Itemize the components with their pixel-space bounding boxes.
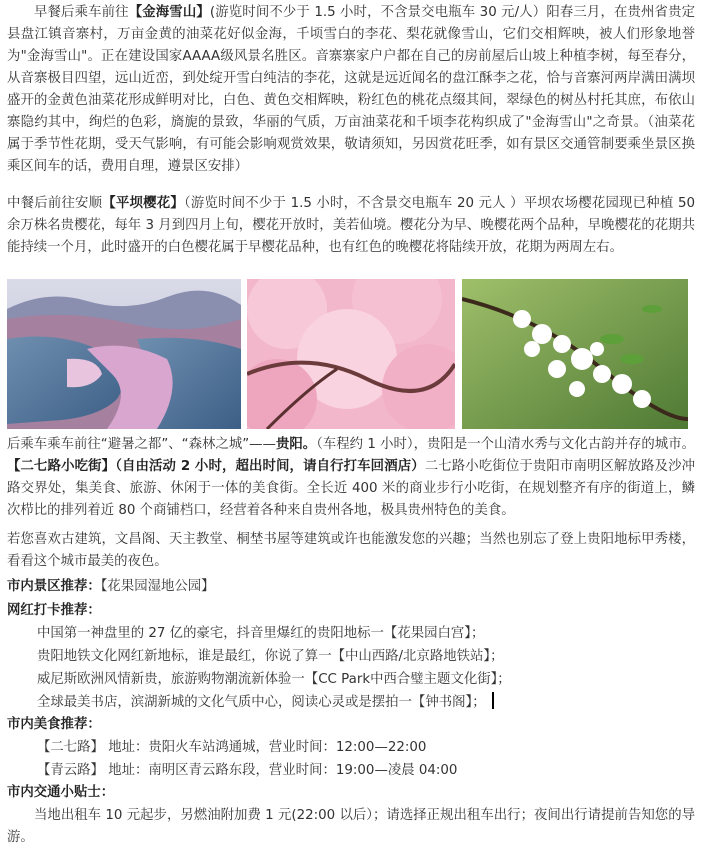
scenic-title: 【金海雪山】 bbox=[128, 5, 210, 20]
section-label: 网红打卡推荐： bbox=[7, 603, 101, 618]
hotspot-item bbox=[37, 692, 692, 714]
food-label bbox=[7, 714, 695, 736]
paragraph-text: 后乘车乘车前往“避暑之都”、“森林之城”—— bbox=[7, 437, 276, 452]
plum-blossom-photo bbox=[462, 279, 688, 429]
section-label: 市内美食推荐： bbox=[7, 717, 101, 732]
paragraph-text: （车程约 1 小时），贵阳是一个山清水秀与文化古韵并存的城市。 bbox=[316, 437, 696, 452]
scenic-recommendation bbox=[7, 576, 695, 598]
food-item: 【青云路】 地址：南明区青云路东段，营业时间：19:00—凌晨 04:00 bbox=[37, 763, 458, 778]
paragraph-text: 早餐后乘车前往 bbox=[34, 5, 129, 20]
scenic-title: 【二七路小吃街】（自由活动 2 小时，超出时间，请自行打车回酒店） bbox=[7, 459, 425, 474]
paragraph-text: 中餐后前往安顺 bbox=[7, 196, 103, 211]
hotspot-item: 中国第一神盘里的 27 亿的豪宅，抖音里爆红的贵阳地标一【花果园白宫】； bbox=[37, 626, 485, 641]
scenic-title: 【平坝樱花】 bbox=[102, 196, 184, 211]
paragraph-guiyang bbox=[7, 434, 695, 522]
paragraph-text: (游览时间不少于 1.5 小时，不含景交电瓶车 30 元/人）阳春三月，在贵州省贵定县盘江镇音寨村，万亩金黄的油菜花好似金海，千顷雪白的李花、梨花就像雪山，它们交相辉映，被人们形象地誉为"金海雪山"。正在建设国家AAAA级风景名胜区。音寨寨家户户都在自己的房前屋后山坡上种植李树，每至春分，从音寨极目四望，远山近峦，到处绽开雪白纯洁的李花，这就是远近闻名的盘江酥李之花，恰与音寨河两岸满田满坝盛开的金黄色油菜花形成鲜明对比，白色、黄色交相辉映，粉红色的桃花点缀其间，翠绿色的树丛村托其庶，布依山寨隐约其中，绚烂的色彩，旖旎的景致，华丽的气质，万亩油菜花和千顷李花构织成了"金海雪山"之奇景。（油菜花属于季节性花期，受天气影响，有可能会影响观赏效果，敬请须知，另因赏花旺季，如有景区交通管制要乘坐景区换乘区间车的话，费用自理，遵景区安排） bbox=[7, 5, 696, 174]
paragraph-text: （游览时间不少于 1.5 小时，不含景交电瓶车 20 元人 ）平坝农场樱花园现已种植 50 余万株名贵樱花，每年 3 月到四月上旬，樱花开放时，美若仙境。樱花分为早、晚樱花两个品种，早晚樱花的花期共能持续一个月，此时盛开的白色樱花属于早樱花品种，也有红色的晚樱花将陆续开放，花期为两周左右。 bbox=[7, 196, 696, 255]
hotspot-item: 贵阳地铁文化网红新地标，谁是最红，你说了算一【中山西路/北京路地铁站】； bbox=[37, 649, 504, 664]
lake-aerial-photo bbox=[7, 279, 241, 429]
paragraph-architecture: 若您喜欢古建筑，文昌阁、天主教堂、桐埜书屋等建筑或许也能激发您的兴趣；当然也别忘了登上贵阳地标甲秀楼，看看这个城市最美的夜色。 bbox=[7, 532, 695, 569]
traffic-text: 当地出租车 10 元起步，另燃油附加费 1 元(22:00 以后）；请选择正规出租车出行；夜间出行请提前告知您的导游。 bbox=[7, 808, 695, 845]
paragraph-text: 二七路小吃街位于贵阳市南明区解放路及沙冲路交界处，集美食、旅游、休闲于一体的美食街。全长近 400 米的商业步行小吃街，在规划整齐有序的街道上，鳞次栉比的排列着近 80 个商铺档口，经营着各种来自贵州各地，极具贵州特色的美食。 bbox=[7, 459, 695, 518]
photo-strip bbox=[7, 279, 688, 429]
section-label: 市内景区推荐： bbox=[7, 579, 101, 594]
hotspot-item: 威尼斯欧洲风情新贵，旅游购物潮流新体验一【CC Park中西合璧主题文化街】； bbox=[37, 672, 511, 687]
paragraph-pingba-sakura bbox=[7, 193, 695, 259]
city-name: 贵阳。 bbox=[275, 437, 317, 452]
hotspot-item-text: 全球最美书店，滨湖新城的文化气质中心，阅读心灵或是摆拍一【钟书阁】； bbox=[37, 695, 486, 710]
cherry-blossom-photo bbox=[247, 279, 455, 429]
section-label: 市内交通小贴士： bbox=[7, 785, 115, 800]
hotspot-label bbox=[7, 600, 695, 622]
paragraph-jinhai-xueshan bbox=[7, 2, 695, 178]
text-cursor bbox=[492, 692, 494, 709]
food-item: 【二七路】 地址：贵阳火车站鸿通城，营业时间：12:00—22:00 bbox=[37, 740, 427, 755]
section-value: 【花果园湿地公园】 bbox=[100, 579, 215, 594]
traffic-label bbox=[7, 782, 695, 804]
